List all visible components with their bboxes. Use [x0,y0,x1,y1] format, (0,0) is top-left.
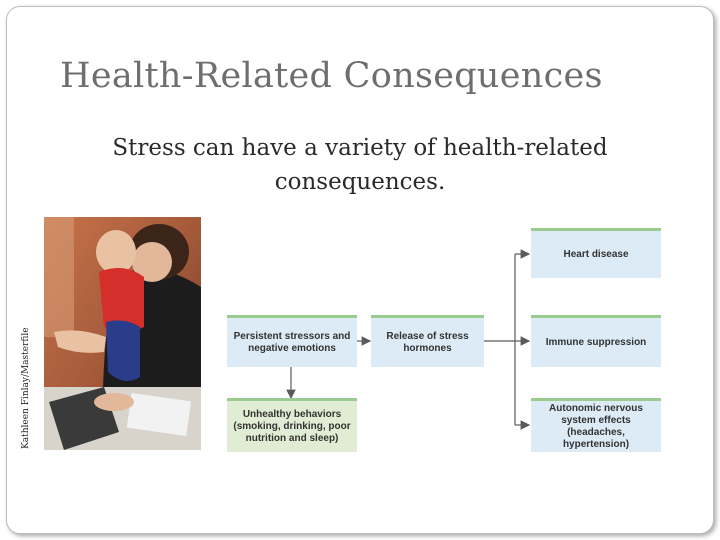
heart-disease-box: Heart disease [531,228,661,278]
slide-title: Health-Related Consequences [60,56,603,96]
autonomic-box: Autonomic nervous system effects (headaches, hypertension) [531,398,661,452]
photo-credit: Kathleen Finlay/Masterfile [21,327,31,449]
stressors-box: Persistent stressors and negative emotions [227,315,357,367]
behaviors-box: Unhealthy behaviors (smoking, drinking, poor nutrition and sleep) [227,398,357,452]
slide-subtitle: Stress can have a variety of health-related consequences. [112,135,608,195]
hormones-box: Release of stress hormones [371,315,484,367]
immune-box: Immune suppression [531,315,661,367]
